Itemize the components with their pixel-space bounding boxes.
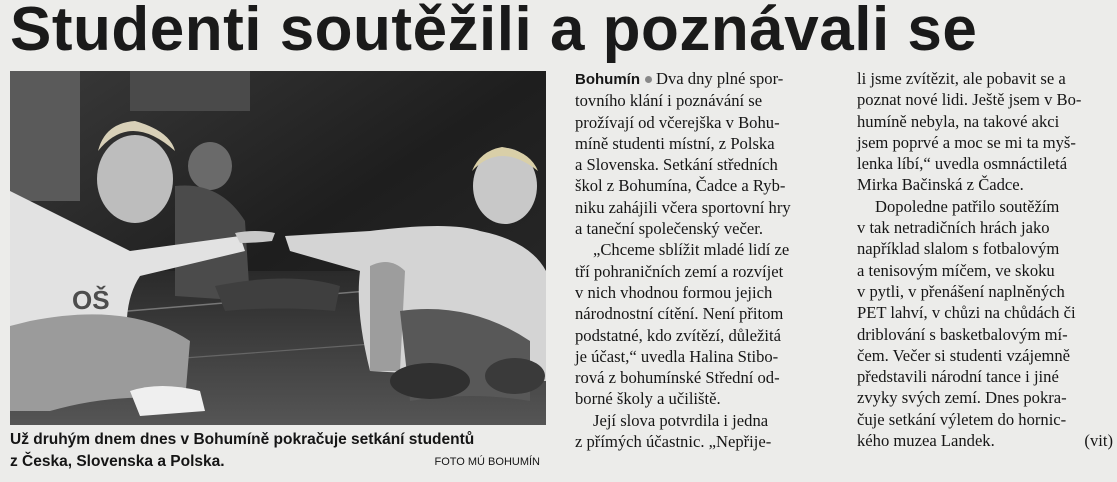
- caption-line-2: z Česka, Slovenska a Polska.: [10, 453, 225, 470]
- col2-last-line: [857, 430, 1113, 451]
- col2-line: PET lahví, v chůzi na chůdách či: [857, 303, 1076, 323]
- col2-line: zvyky svých zemí. Dnes pokra-: [857, 388, 1067, 408]
- col1-line: z přímých účastnic. „Nepřije-: [575, 432, 772, 452]
- col2-line: čuje setkání výletem do hornic-: [857, 409, 1067, 429]
- col1-line: je účast,“ uvedla Halina Stibo-: [575, 346, 779, 366]
- col2-line: Mirka Bačinská z Čadce.: [857, 175, 1024, 195]
- col1-line: škol z Bohumína, Čadce a Ryb-: [575, 176, 786, 196]
- col2-line: a tenisovým míčem, ve skoku: [857, 260, 1055, 280]
- photo-illustration: [10, 71, 546, 425]
- col2-line: představili národní tance i jiné: [857, 367, 1059, 387]
- dateline-bullet-icon: [645, 76, 652, 83]
- caption-line-1: Už druhým dnem dnes v Bohumíně pokračuje setkání studentů: [10, 431, 475, 448]
- col1-line: národnostní cítění. Není přitom: [575, 304, 784, 324]
- col1-line: niku zahájili včera sportovní hry: [575, 197, 791, 217]
- col2-line: driblování s basketbalovým mí-: [857, 324, 1068, 344]
- article-column-2: [857, 68, 1113, 451]
- article-column-1: [575, 68, 830, 452]
- photo-credit: FOTO MÚ BOHUMÍN: [434, 456, 540, 468]
- col2-line: Dopoledne patřilo soutěžím: [875, 196, 1060, 216]
- col2-line: například slalom s fotbalovým: [857, 239, 1060, 259]
- photo-caption: [10, 429, 546, 473]
- shirt-logo: OŠ: [72, 285, 110, 315]
- col1-line: borné školy a učiliště.: [575, 389, 721, 409]
- col1-line: rová z bohumínské Střední od-: [575, 368, 780, 388]
- col2-line: poznat nové lidi. Ještě jsem v Bo-: [857, 90, 1082, 110]
- col1-line: prožívají od včerejška v Bohu-: [575, 112, 780, 132]
- col1-line: tovního klání i poznávání se: [575, 91, 763, 111]
- col2-line: jsem poprvé a moc se mi ta myš-: [857, 132, 1076, 152]
- col1-line: „Chceme sblížit mladé lidí ze: [593, 240, 790, 260]
- col1-line: Bohumín Dva dny plné spor-: [575, 69, 784, 88]
- col2-line: v pytli, v přenášení naplněných: [857, 281, 1065, 301]
- col2-line: čem. Večer si studenti vzájemně: [857, 345, 1071, 365]
- col1-line: podstatné, kdo zvítězí, důležitá: [575, 325, 781, 345]
- article-photo: [10, 71, 546, 425]
- col1-line: Její slova potvrdila i jedna: [593, 410, 769, 430]
- col2-line: humíně nebyla, na takové akci: [857, 111, 1060, 131]
- col1-line: a Slovenska. Setkání středních: [575, 155, 778, 175]
- col2-line: kého muzea Landek.: [857, 431, 995, 451]
- col1-line: a taneční společenský večer.: [575, 219, 763, 239]
- headline: Studenti soutěžili a poznávali se: [10, 0, 978, 64]
- col1-line: v nich vhodnou formou jejich: [575, 282, 773, 302]
- col2-line: lenka líbí,“ uvedla osmnáctiletá: [857, 154, 1068, 174]
- author-signature: (vit): [1084, 431, 1113, 451]
- col2-line: v tak netradičních hrách jako: [857, 218, 1050, 238]
- col1-line: míně studenti místní, z Polska: [575, 133, 775, 153]
- col1-line: tří pohraničních zemí a rozvíjet: [575, 261, 784, 281]
- dateline: Bohumín: [575, 71, 640, 88]
- col2-line: li jsme zvítězit, ale pobavit se a: [857, 69, 1066, 88]
